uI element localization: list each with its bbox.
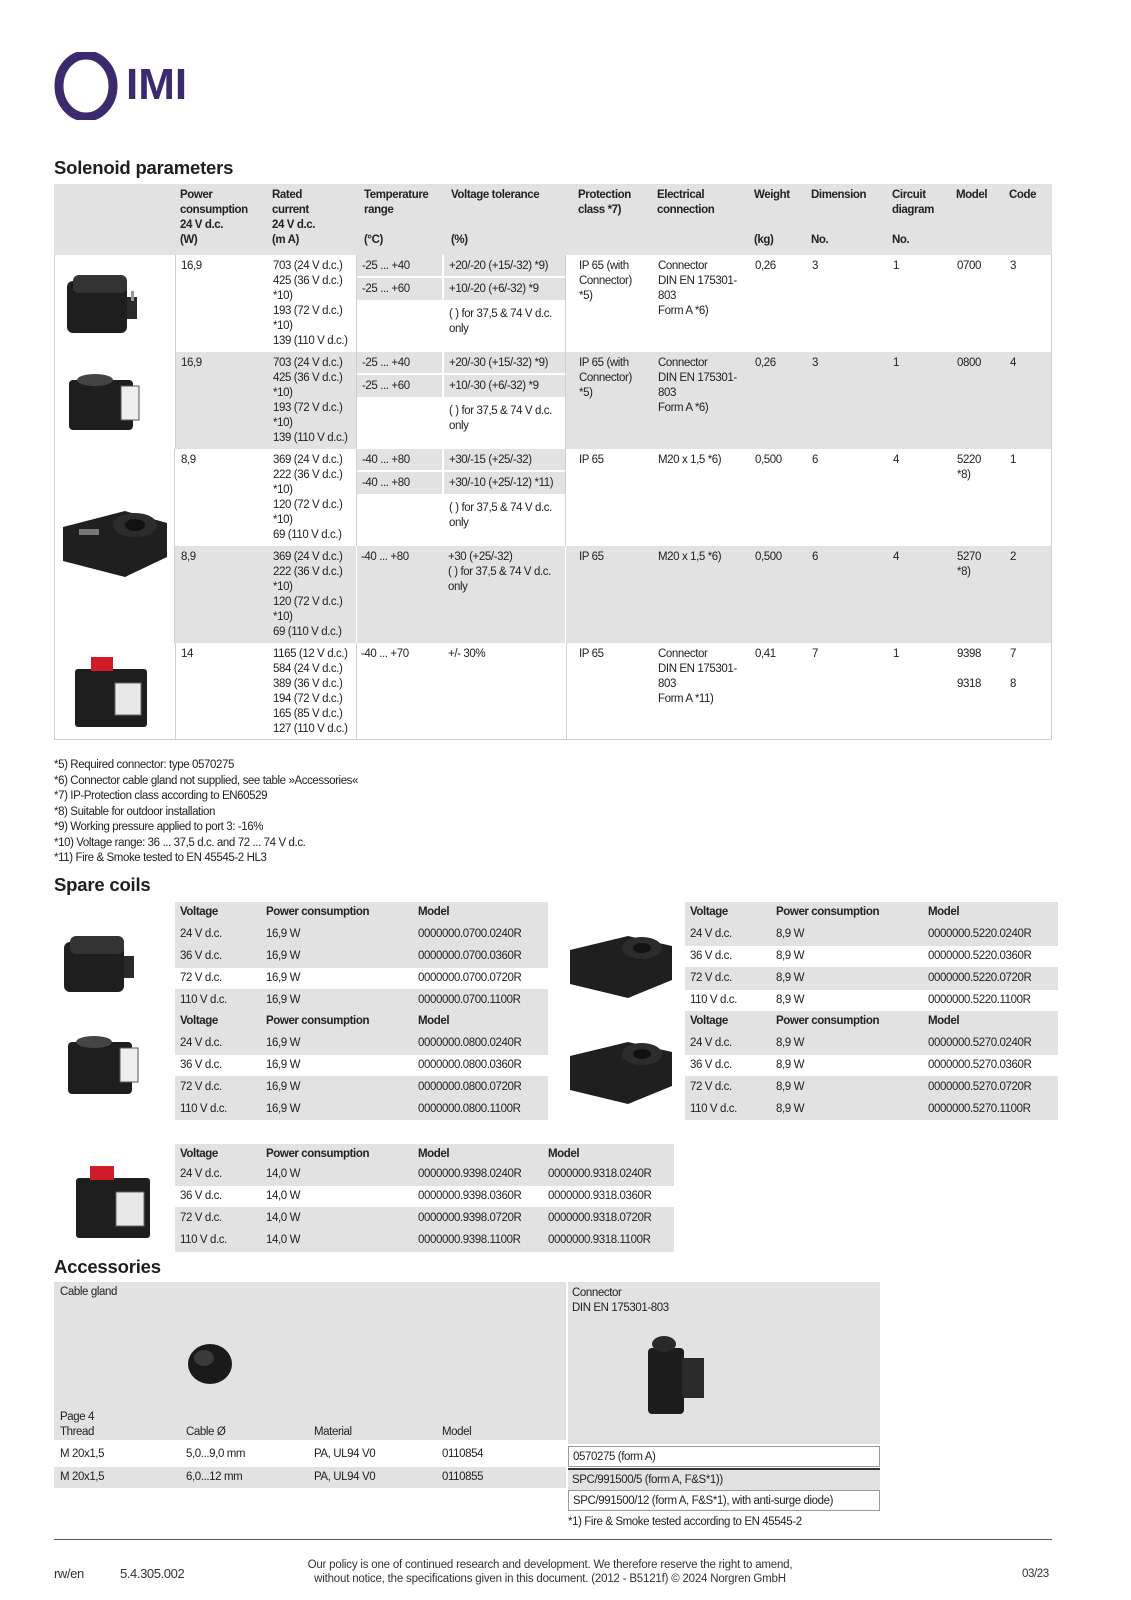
gland-row: M 20x1,5 5,0...9,0 mm PA, UL94 V0 0110854 xyxy=(54,1444,566,1465)
spare-row: 110 V d.c. 16,9 W 0000000.0800.1100R xyxy=(175,1099,548,1120)
electrical-connection: Connector DIN EN 175301- 803 Form A *6) xyxy=(658,357,737,414)
temp-volt-block xyxy=(356,449,566,546)
spare-row: 72 V d.c. 14,0 W 0000000.9398.0720R 0000000.9318.0720R xyxy=(175,1208,674,1229)
temp-range: -40 ... +80 xyxy=(361,551,409,563)
voltage-note: ( ) for 37,5 & 74 V d.c. only xyxy=(449,405,552,432)
coil-0800-icon xyxy=(54,1014,175,1114)
voltage-note: ( ) for 37,5 & 74 V d.c. only xyxy=(449,502,552,529)
cable-gland-icon xyxy=(184,1338,238,1388)
spare-row: 110 V d.c. 16,9 W 0000000.0700.1100R xyxy=(175,990,548,1011)
voltage-tolerance: +20/-20 (+15/-32) *9) xyxy=(449,260,548,272)
col-voltage: Voltage xyxy=(690,906,728,918)
protection-class: IP 65 xyxy=(579,648,604,660)
col-voltage: Voltage xyxy=(690,1015,728,1027)
coil-0700-icon xyxy=(54,912,175,1012)
weight-value: 0,26 xyxy=(755,260,776,272)
col-model: Model xyxy=(418,1015,450,1027)
footer-docnum: 5.4.305.002 xyxy=(120,1566,185,1581)
coil-0700-icon xyxy=(55,255,176,352)
col-model: Model xyxy=(928,1015,960,1027)
electrical-connection: Connector DIN EN 175301- 803 Form A *11) xyxy=(658,648,737,705)
code-value: 3 xyxy=(1010,260,1016,272)
protection-class: IP 65 (with Connector) *5) xyxy=(579,357,632,399)
coil-image-cell xyxy=(54,449,175,643)
header-current: Rated current 24 V d.c. (m A) xyxy=(272,189,316,246)
code-value: 1 xyxy=(1010,454,1016,466)
footer-lang: rw/en xyxy=(54,1566,84,1581)
header-model: Model xyxy=(956,189,988,201)
connector-panel xyxy=(568,1282,880,1444)
spare-row: 72 V d.c. 16,9 W 0000000.0800.0720R xyxy=(175,1077,548,1098)
col-model: Model xyxy=(418,1148,450,1160)
header-dimension: Dimension No. xyxy=(811,189,867,246)
voltage-tolerance: +30/-15 (+25/-32) xyxy=(449,454,532,466)
temp-volt-block xyxy=(356,255,566,352)
power-value: 16,9 xyxy=(181,260,202,272)
coil-5220-icon xyxy=(564,914,685,1014)
code-value: 7 8 xyxy=(1010,648,1016,690)
coil-0800-icon xyxy=(55,352,176,449)
weight-value: 0,500 xyxy=(755,551,782,563)
temp-volt-block xyxy=(356,352,566,449)
footer-policy: Our policy is one of continued research and development. We therefore reserve the right to amend, without notice, the specifications given in this document. (2012 - B5121f) © 2024 Norgren GmbH xyxy=(307,1559,793,1585)
connector-row: 0570275 (form A) xyxy=(568,1446,880,1467)
spare-row: 36 V d.c. 8,9 W 0000000.5270.0360R xyxy=(685,1055,1058,1076)
dimension-value: 6 xyxy=(812,454,818,466)
solenoid-row xyxy=(54,255,1052,352)
power-value: 8,9 xyxy=(181,454,196,466)
protection-class: IP 65 xyxy=(579,551,604,563)
spare-row: 110 V d.c. 14,0 W 0000000.9398.1100R 0000000.9318.1100R xyxy=(175,1230,674,1251)
power-value: 8,9 xyxy=(181,551,196,563)
coil-9398-icon xyxy=(54,1150,175,1250)
col-voltage: Voltage xyxy=(180,906,218,918)
imi-logo-ring-icon xyxy=(52,52,122,120)
model-value: 5270 *8) xyxy=(957,551,981,578)
cable-gland-label: Cable gland xyxy=(60,1286,117,1298)
protection-class: IP 65 xyxy=(579,454,604,466)
current-values: 703 (24 V d.c.) 425 (36 V d.c.) *10) 193 (72 V d.c.) *10) 139 (110 V d.c.) xyxy=(273,260,348,347)
coil-image-cell xyxy=(55,643,176,739)
col-model: Model xyxy=(442,1426,472,1438)
footer-date: 03/23 xyxy=(1022,1568,1049,1580)
spare-row: 24 V d.c. 8,9 W 0000000.5270.0240R xyxy=(685,1033,1058,1054)
circuit-value: 1 xyxy=(893,648,899,660)
col-cable: Cable Ø xyxy=(186,1426,226,1438)
spare-row: 36 V d.c. 16,9 W 0000000.0700.0360R xyxy=(175,946,548,967)
spare-row: 24 V d.c. 8,9 W 0000000.5220.0240R xyxy=(685,924,1058,945)
connector-footnote: *1) Fire & Smoke tested according to EN 45545-2 xyxy=(568,1516,802,1528)
header-power: Power consumption 24 V d.c. (W) xyxy=(180,189,248,246)
spare-row: 110 V d.c. 8,9 W 0000000.5220.1100R xyxy=(685,990,1058,1011)
header-electrical: Electrical connection xyxy=(657,189,715,216)
dimension-value: 3 xyxy=(812,260,818,272)
page-ref: Page 4 xyxy=(60,1411,95,1423)
weight-value: 0,41 xyxy=(755,648,776,660)
col-voltage: Voltage xyxy=(180,1015,218,1027)
logo-text: IMI xyxy=(126,60,188,109)
header-protection: Protection class *7) xyxy=(578,189,631,216)
voltage-tolerance: +/- 30% xyxy=(448,648,486,660)
coil-image-cell xyxy=(55,352,176,449)
spare-table-0700-0800 xyxy=(54,902,548,1118)
circuit-value: 1 xyxy=(893,260,899,272)
header-circuit: Circuit diagram No. xyxy=(892,189,934,246)
col-power: Power consumption xyxy=(266,1015,370,1027)
cable-gland-panel xyxy=(54,1282,566,1440)
current-values: 703 (24 V d.c.) 425 (36 V d.c.) *10) 193 (72 V d.c.) *10) 139 (110 V d.c.) xyxy=(273,357,348,444)
spare-row: 110 V d.c. 8,9 W 0000000.5270.1100R xyxy=(685,1099,1058,1120)
model-value: 0800 xyxy=(957,357,981,369)
footer-rule xyxy=(54,1539,1052,1540)
coil-5220-icon xyxy=(55,449,176,643)
current-values: 369 (24 V d.c.) 222 (36 V d.c.) *10) 120 (72 V d.c.) *10) 69 (110 V d.c.) xyxy=(273,454,343,541)
connector-plug-icon xyxy=(634,1328,714,1420)
code-value: 4 xyxy=(1010,357,1016,369)
electrical-connection: M20 x 1,5 *6) xyxy=(658,551,722,563)
electrical-connection: M20 x 1,5 *6) xyxy=(658,454,722,466)
connector-label: Connector DIN EN 175301-803 xyxy=(572,1287,669,1314)
spare-row: 72 V d.c. 8,9 W 0000000.5220.0720R xyxy=(685,968,1058,989)
circuit-value: 4 xyxy=(893,454,899,466)
current-values: 369 (24 V d.c.) 222 (36 V d.c.) *10) 120 (72 V d.c.) *10) 69 (110 V d.c.) xyxy=(273,551,343,638)
power-value: 16,9 xyxy=(181,357,202,369)
temp-range: -25 ... +40 xyxy=(362,357,410,369)
voltage-tolerance: +10/-30 (+6/-32) *9 xyxy=(449,380,539,392)
footnotes: *5) Required connector: type 0570275 *6) Connector cable gland not supplied, see table »Accessories« *7) IP-Protection class according to EN60529 *8) Suitable for outdoor installation *9) Working pressure applied to port 3: -16% *10) Voltage range: 36 ... 37,5 d.c. and 72 ... 74 V d.c. *11) Fire & Smoke tested to EN 45545-2 HL3 xyxy=(54,759,359,864)
temp-range: -40 ... +80 xyxy=(362,477,410,489)
spare-row: 24 V d.c. 16,9 W 0000000.0800.0240R xyxy=(175,1033,548,1054)
col-material: Material xyxy=(314,1426,352,1438)
col-voltage: Voltage xyxy=(180,1148,218,1160)
col-thread: Thread xyxy=(60,1426,95,1438)
solenoid-row xyxy=(54,352,1052,449)
temp-range: -25 ... +60 xyxy=(362,380,410,392)
model-value: 9398 9318 xyxy=(957,648,981,690)
dimension-value: 6 xyxy=(812,551,818,563)
header-code: Code xyxy=(1009,189,1037,201)
temp-range: -40 ... +70 xyxy=(361,648,409,660)
temp-range: -40 ... +80 xyxy=(362,454,410,466)
voltage-tolerance: +30/-10 (+25/-12) *11) xyxy=(449,477,554,489)
temp-range: -25 ... +60 xyxy=(362,283,410,295)
voltage-note: ( ) for 37,5 & 74 V d.c. only xyxy=(449,308,552,335)
voltage-tolerance: +20/-30 (+15/-32) *9) xyxy=(449,357,548,369)
code-value: 2 xyxy=(1010,551,1016,563)
spare-coils-title: Spare coils xyxy=(54,874,151,895)
col-power: Power consumption xyxy=(266,1148,370,1160)
spare-table-5220-5270 xyxy=(564,902,1058,1118)
circuit-value: 1 xyxy=(893,357,899,369)
header-voltage: Voltage tolerance (%) xyxy=(451,189,540,246)
weight-value: 0,500 xyxy=(755,454,782,466)
gland-row: M 20x1,5 6,0...12 mm PA, UL94 V0 0110855 xyxy=(54,1467,566,1488)
model-value: 5220 *8) xyxy=(957,454,981,481)
circuit-value: 4 xyxy=(893,551,899,563)
solenoid-row xyxy=(54,449,1052,546)
dimension-value: 3 xyxy=(812,357,818,369)
accessories-title: Accessories xyxy=(54,1256,161,1277)
col-power: Power consumption xyxy=(776,906,880,918)
spare-row: 72 V d.c. 16,9 W 0000000.0700.0720R xyxy=(175,968,548,989)
coil-image-cell xyxy=(55,255,176,352)
solenoid-header-row xyxy=(54,184,1052,255)
solenoid-title: Solenoid parameters xyxy=(54,157,234,178)
weight-value: 0,26 xyxy=(755,357,776,369)
protection-class: IP 65 (with Connector) *5) xyxy=(579,260,632,302)
solenoid-row xyxy=(54,546,1052,643)
solenoid-row xyxy=(54,643,1052,740)
power-value: 14 xyxy=(181,648,193,660)
temp-range: -25 ... +40 xyxy=(362,260,410,272)
spare-row: 36 V d.c. 14,0 W 0000000.9398.0360R 0000000.9318.0360R xyxy=(175,1186,674,1207)
col-model: Model xyxy=(548,1148,580,1160)
col-model: Model xyxy=(418,906,450,918)
spare-row: 24 V d.c. 16,9 W 0000000.0700.0240R xyxy=(175,924,548,945)
spare-row: 36 V d.c. 8,9 W 0000000.5220.0360R xyxy=(685,946,1058,967)
connector-row: SPC/991500/5 (form A, F&S*1)) xyxy=(568,1468,880,1490)
spare-table-9398-9318 xyxy=(54,1144,674,1252)
dimension-value: 7 xyxy=(812,648,818,660)
spare-row: 72 V d.c. 8,9 W 0000000.5270.0720R xyxy=(685,1077,1058,1098)
header-weight: Weight (kg) xyxy=(754,189,790,246)
voltage-tolerance: +30 (+25/-32) ( ) for 37,5 & 74 V d.c. only xyxy=(448,551,551,593)
coil-9398-icon xyxy=(55,643,176,740)
coil-5270-icon xyxy=(564,1020,685,1120)
model-value: 0700 xyxy=(957,260,981,272)
connector-row: SPC/991500/12 (form A, F&S*1), with anti-surge diode) xyxy=(568,1490,880,1511)
electrical-connection: Connector DIN EN 175301- 803 Form A *6) xyxy=(658,260,737,317)
col-model: Model xyxy=(928,906,960,918)
col-power: Power consumption xyxy=(266,906,370,918)
col-power: Power consumption xyxy=(776,1015,880,1027)
spare-row: 36 V d.c. 16,9 W 0000000.0800.0360R xyxy=(175,1055,548,1076)
spare-row: 24 V d.c. 14,0 W 0000000.9398.0240R 0000000.9318.0240R xyxy=(175,1164,674,1185)
voltage-tolerance: +10/-20 (+6/-32) *9 xyxy=(449,283,539,295)
header-temp: Temperature range (°C) xyxy=(364,189,429,246)
current-values: 1165 (12 V d.c.) 584 (24 V d.c.) 389 (36 V d.c.) 194 (72 V d.c.) 165 (85 V d.c.) 127 (110 V d.c.) xyxy=(273,648,348,735)
